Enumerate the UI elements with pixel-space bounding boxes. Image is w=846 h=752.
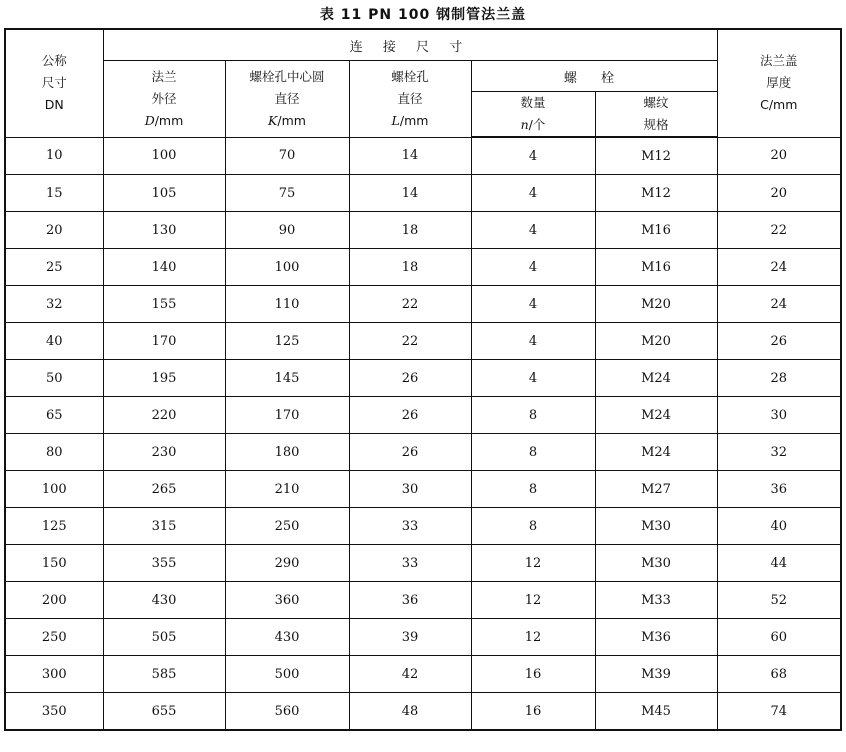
cell-thread: M24 <box>595 434 717 471</box>
cell-dn: 350 <box>5 693 103 731</box>
table-row <box>5 323 841 360</box>
table-row <box>5 137 841 175</box>
header-bolt-hole-line2: 直径 <box>397 90 423 106</box>
table-body <box>5 137 841 730</box>
cell-bolt-circle: 290 <box>225 545 349 582</box>
cell-bolt-circle: 360 <box>225 582 349 619</box>
header-thread-line1: 螺纹 <box>643 95 669 110</box>
cell-flange-od: 430 <box>103 582 225 619</box>
table-row <box>5 212 841 249</box>
header-bolt-group: 螺 栓 <box>471 61 717 92</box>
header-bolt-qty-line2 <box>472 114 595 136</box>
cell-thread: M20 <box>595 286 717 323</box>
cell-flange-od: 100 <box>103 137 225 175</box>
cell-bolt-hole: 26 <box>349 397 471 434</box>
cell-thickness: 24 <box>717 286 841 323</box>
cell-thickness: 36 <box>717 471 841 508</box>
cell-bolt-circle: 170 <box>225 397 349 434</box>
header-bolt-circle <box>225 61 349 138</box>
cell-thread: M16 <box>595 249 717 286</box>
header-flange-od-symbol: D <box>144 112 155 128</box>
header-flange-od-unit: /mm <box>154 112 184 128</box>
cell-bolt-qty: 12 <box>471 582 595 619</box>
header-bolt-hole-unit: /mm <box>399 112 429 128</box>
table-row <box>5 545 841 582</box>
cell-bolt-hole: 26 <box>349 360 471 397</box>
cell-dn: 40 <box>5 323 103 360</box>
cell-flange-od: 265 <box>103 471 225 508</box>
cell-thickness: 24 <box>717 249 841 286</box>
header-bolt-circle-line3 <box>226 110 349 132</box>
cell-bolt-circle: 180 <box>225 434 349 471</box>
table-row <box>5 693 841 731</box>
header-nominal-size <box>5 29 103 137</box>
cell-flange-od: 140 <box>103 249 225 286</box>
cell-bolt-qty: 12 <box>471 619 595 656</box>
header-thickness-line2: 厚度 <box>766 75 792 91</box>
cell-bolt-hole: 42 <box>349 656 471 693</box>
cell-thickness: 52 <box>717 582 841 619</box>
cell-bolt-circle: 210 <box>225 471 349 508</box>
header-bolt-quantity <box>471 92 595 138</box>
cell-thread: M20 <box>595 323 717 360</box>
cell-bolt-circle: 560 <box>225 693 349 731</box>
cell-bolt-hole: 14 <box>349 175 471 212</box>
header-bolt-circle-symbol: K <box>268 112 278 128</box>
cell-bolt-circle: 70 <box>225 137 349 175</box>
cell-dn: 100 <box>5 471 103 508</box>
table-row <box>5 286 841 323</box>
header-thread-spec <box>595 92 717 138</box>
header-bolt-qty-unit: /个 <box>528 117 546 132</box>
header-bolt-hole-line3 <box>350 110 471 132</box>
cell-bolt-qty: 16 <box>471 693 595 731</box>
cell-bolt-hole: 33 <box>349 545 471 582</box>
cell-flange-od: 585 <box>103 656 225 693</box>
header-bolt-circle-line2: 直径 <box>274 90 300 106</box>
cell-thickness: 26 <box>717 323 841 360</box>
cell-bolt-qty: 8 <box>471 434 595 471</box>
cell-bolt-qty: 4 <box>471 249 595 286</box>
cell-flange-od: 220 <box>103 397 225 434</box>
cell-dn: 50 <box>5 360 103 397</box>
cell-bolt-qty: 4 <box>471 286 595 323</box>
cell-dn: 300 <box>5 656 103 693</box>
cell-dn: 20 <box>5 212 103 249</box>
cell-bolt-qty: 8 <box>471 508 595 545</box>
cell-thread: M36 <box>595 619 717 656</box>
table-row <box>5 582 841 619</box>
cell-thickness: 44 <box>717 545 841 582</box>
cell-dn: 80 <box>5 434 103 471</box>
cell-thickness: 32 <box>717 434 841 471</box>
cell-bolt-hole: 33 <box>349 508 471 545</box>
header-flange-od <box>103 61 225 138</box>
header-bolt-hole <box>349 61 471 138</box>
table-row <box>5 249 841 286</box>
header-cover-thickness <box>717 29 841 137</box>
header-bolt-hole-line1: 螺栓孔 <box>391 68 429 84</box>
cell-bolt-qty: 4 <box>471 212 595 249</box>
cell-bolt-circle: 75 <box>225 175 349 212</box>
cell-dn: 10 <box>5 137 103 175</box>
cell-flange-od: 655 <box>103 693 225 731</box>
cell-bolt-circle: 250 <box>225 508 349 545</box>
header-thickness-line3: C/mm <box>760 97 798 113</box>
flange-cover-table <box>4 28 842 731</box>
cell-flange-od: 505 <box>103 619 225 656</box>
cell-thickness: 30 <box>717 397 841 434</box>
cell-dn: 32 <box>5 286 103 323</box>
cell-bolt-circle: 100 <box>225 249 349 286</box>
cell-thread: M12 <box>595 175 717 212</box>
cell-thread: M27 <box>595 471 717 508</box>
header-bolt-qty-symbol: n <box>520 117 529 132</box>
cell-thickness: 20 <box>717 137 841 175</box>
cell-bolt-circle: 125 <box>225 323 349 360</box>
header-flange-od-line1: 法兰 <box>151 68 177 84</box>
cell-bolt-qty: 8 <box>471 397 595 434</box>
table-title: 表 11 PN 100 钢制管法兰盖 <box>319 7 527 23</box>
header-flange-od-line3 <box>104 110 225 132</box>
table-row <box>5 471 841 508</box>
cell-bolt-qty: 12 <box>471 545 595 582</box>
cell-dn: 125 <box>5 508 103 545</box>
cell-bolt-hole: 36 <box>349 582 471 619</box>
cell-dn: 250 <box>5 619 103 656</box>
header-thickness-line1: 法兰盖 <box>759 53 798 69</box>
table-row <box>5 360 841 397</box>
cell-flange-od: 315 <box>103 508 225 545</box>
cell-bolt-qty: 4 <box>471 360 595 397</box>
header-bolt-qty-line1: 数量 <box>520 95 546 110</box>
header-bolt-circle-unit: /mm <box>277 112 306 128</box>
cell-dn: 15 <box>5 175 103 212</box>
cell-thread: M45 <box>595 693 717 731</box>
table-row <box>5 397 841 434</box>
table-row <box>5 619 841 656</box>
cell-thread: M12 <box>595 137 717 175</box>
cell-flange-od: 105 <box>103 175 225 212</box>
cell-dn: 25 <box>5 249 103 286</box>
cell-dn: 65 <box>5 397 103 434</box>
cell-bolt-hole: 18 <box>349 212 471 249</box>
header-bolt-circle-line1: 螺栓孔中心圆 <box>249 68 325 84</box>
cell-thickness: 68 <box>717 656 841 693</box>
cell-thickness: 28 <box>717 360 841 397</box>
cell-bolt-hole: 26 <box>349 434 471 471</box>
cell-thickness: 74 <box>717 693 841 731</box>
cell-thread: M39 <box>595 656 717 693</box>
cell-bolt-qty: 8 <box>471 471 595 508</box>
cell-bolt-qty: 16 <box>471 656 595 693</box>
cell-bolt-hole: 18 <box>349 249 471 286</box>
cell-bolt-circle: 90 <box>225 212 349 249</box>
cell-bolt-circle: 500 <box>225 656 349 693</box>
header-dn-line2: 尺寸 <box>41 75 67 91</box>
table-row <box>5 656 841 693</box>
cell-thread: M30 <box>595 508 717 545</box>
cell-thread: M24 <box>595 397 717 434</box>
table-row <box>5 175 841 212</box>
cell-bolt-circle: 430 <box>225 619 349 656</box>
cell-thread: M16 <box>595 212 717 249</box>
cell-bolt-hole: 48 <box>349 693 471 731</box>
header-connection-dimensions: 连 接 尺 寸 <box>103 29 717 61</box>
cell-bolt-qty: 4 <box>471 175 595 212</box>
header-flange-od-line2: 外径 <box>151 90 177 106</box>
cell-bolt-hole: 14 <box>349 137 471 175</box>
cell-flange-od: 230 <box>103 434 225 471</box>
header-dn-line3: DN <box>44 97 64 113</box>
header-dn-line1: 公称 <box>41 53 67 69</box>
table-row <box>5 508 841 545</box>
cell-bolt-circle: 145 <box>225 360 349 397</box>
cell-bolt-hole: 22 <box>349 323 471 360</box>
cell-flange-od: 130 <box>103 212 225 249</box>
cell-bolt-hole: 22 <box>349 286 471 323</box>
cell-flange-od: 170 <box>103 323 225 360</box>
cell-dn: 200 <box>5 582 103 619</box>
cell-thread: M24 <box>595 360 717 397</box>
cell-thread: M33 <box>595 582 717 619</box>
cell-thickness: 22 <box>717 212 841 249</box>
cell-flange-od: 355 <box>103 545 225 582</box>
cell-thickness: 40 <box>717 508 841 545</box>
cell-bolt-circle: 110 <box>225 286 349 323</box>
cell-bolt-qty: 4 <box>471 137 595 175</box>
cell-thickness: 20 <box>717 175 841 212</box>
cell-flange-od: 155 <box>103 286 225 323</box>
header-thread-line2: 规格 <box>643 117 669 132</box>
cell-bolt-hole: 30 <box>349 471 471 508</box>
cell-thread: M30 <box>595 545 717 582</box>
cell-bolt-qty: 4 <box>471 323 595 360</box>
cell-dn: 150 <box>5 545 103 582</box>
header-bolt-hole-symbol: L <box>391 112 400 128</box>
cell-thickness: 60 <box>717 619 841 656</box>
cell-bolt-hole: 39 <box>349 619 471 656</box>
cell-flange-od: 195 <box>103 360 225 397</box>
table-row <box>5 434 841 471</box>
